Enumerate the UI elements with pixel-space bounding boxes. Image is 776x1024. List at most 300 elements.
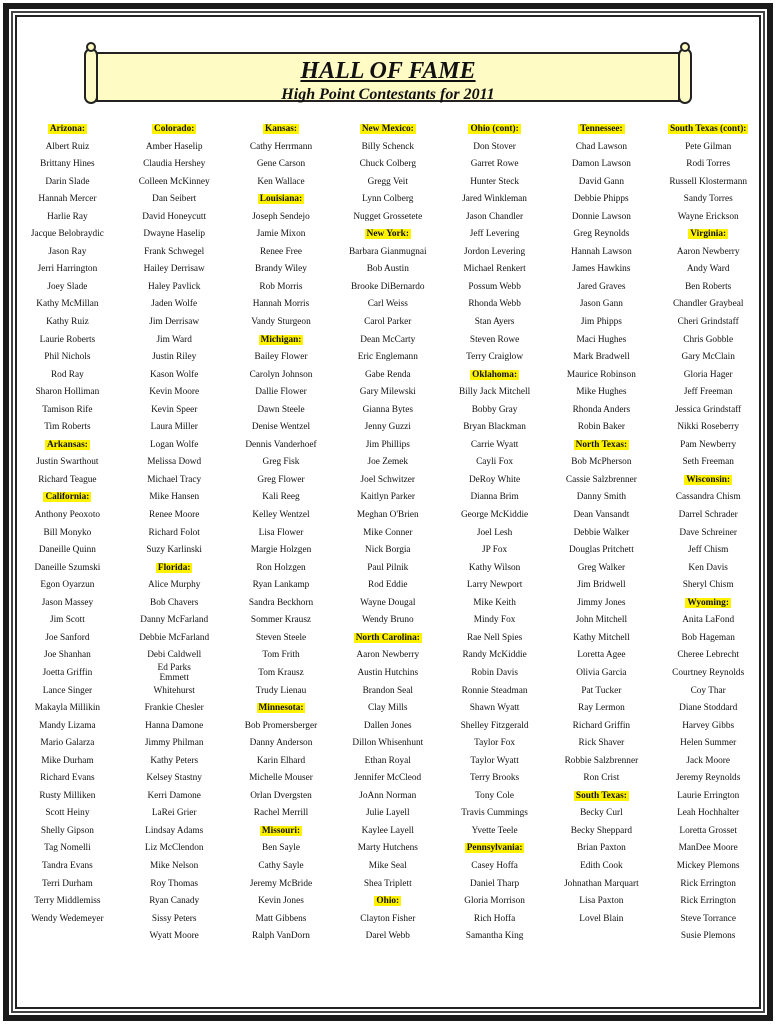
state-heading bbox=[684, 472, 732, 490]
contestant-name: Larry Newport bbox=[466, 580, 523, 591]
contestant-name: Pam Newberry bbox=[680, 439, 737, 450]
contestant-name: George McKiddie bbox=[460, 510, 529, 521]
contestant-name: Rachel Merrill bbox=[253, 808, 309, 819]
contestant-name: Michael Tracy bbox=[147, 474, 202, 485]
contestant-name: Jamie Mixon bbox=[256, 229, 306, 240]
contestant-name: Jim Phipps bbox=[580, 317, 622, 328]
contestant-name: Egon Oyarzun bbox=[40, 580, 95, 591]
contestant-name: Hannah Morris bbox=[252, 299, 310, 310]
contestant-name: Barbara Gianmugnai bbox=[348, 246, 427, 257]
contestant-name: Brittany Hines bbox=[40, 159, 95, 170]
contestant-name: Rod Ray bbox=[50, 369, 84, 380]
contestant-name: Aaron Newberry bbox=[356, 650, 420, 661]
contestant-name: Jack Moore bbox=[686, 755, 730, 766]
contestant-name: Haley Pavlick bbox=[147, 281, 201, 292]
column-3 bbox=[228, 121, 335, 946]
contestant-name: Ben Sayle bbox=[262, 843, 300, 854]
contestant-name: Dan Seibert bbox=[152, 194, 197, 205]
contestant-name: Darin Slade bbox=[45, 176, 90, 187]
contestant-name: Dianna Brim bbox=[470, 492, 519, 503]
contestant-name: Daneille Szumski bbox=[34, 562, 101, 573]
contestant-name: Ethan Royal bbox=[364, 755, 411, 766]
contestant-name: Jimmy Jones bbox=[577, 597, 626, 608]
contestant-name: Laurie Roberts bbox=[39, 334, 96, 345]
contestant-name: Cayli Fox bbox=[476, 457, 514, 468]
contestant-name: Seth Freeman bbox=[682, 457, 734, 468]
contestant-name: Joe Shanhan bbox=[44, 650, 91, 661]
contestant-name: Bob Hageman bbox=[681, 632, 735, 643]
contestant-name: Shea Triplett bbox=[363, 878, 412, 889]
state-heading-label: Colorado: bbox=[154, 124, 195, 134]
contestant-name: Leah Hochhalter bbox=[677, 808, 740, 819]
contestant-name: Cathy Sayle bbox=[258, 860, 304, 871]
contestant-name: Mike Keith bbox=[473, 597, 516, 608]
contestant-name: Mike Durham bbox=[41, 755, 94, 766]
contestant-name: Gabe Renda bbox=[364, 369, 411, 380]
contestant-name: Lovel Blain bbox=[579, 913, 624, 924]
title-banner bbox=[84, 46, 692, 106]
contestant-name: Michael Renkert bbox=[463, 264, 526, 275]
contestant-name: Joel Schwitzer bbox=[360, 474, 416, 485]
state-heading bbox=[374, 893, 401, 911]
contestant-name: Wayne Dougal bbox=[360, 597, 416, 608]
contestant-name: Chris Gobble bbox=[683, 334, 734, 345]
contestant-name: Matt Gibbens bbox=[255, 913, 307, 924]
contestant-name-line: Ed Parks bbox=[157, 663, 191, 674]
contestant-name: Garret Rowe bbox=[470, 159, 519, 170]
column-6 bbox=[548, 121, 655, 946]
contestant-name: Travis Cummings bbox=[461, 808, 528, 819]
contestant-name: Coy Thar bbox=[690, 685, 726, 696]
state-heading-label: New Mexico: bbox=[361, 124, 414, 134]
contestant-name: Meghan O'Brien bbox=[356, 510, 419, 521]
column-5 bbox=[441, 121, 548, 946]
contestant-name: Maci Hughes bbox=[576, 334, 627, 345]
contestant-name: Cassandra Chism bbox=[675, 492, 741, 503]
contestant-name: Terry Middlemiss bbox=[34, 896, 101, 907]
contestant-name: Suzy Karlinski bbox=[146, 545, 202, 556]
state-heading-label: South Texas: bbox=[575, 790, 627, 801]
contestant-name: Steven Rowe bbox=[469, 334, 520, 345]
contestant-name: Possum Webb bbox=[468, 281, 521, 292]
contestant-name: Clay Mills bbox=[368, 703, 408, 714]
contestant-name: Joe Sanford bbox=[45, 632, 90, 643]
contestant-name: Jeremy McBride bbox=[249, 878, 313, 889]
contestant-name: Jeff Freeman bbox=[683, 387, 733, 398]
state-heading bbox=[156, 560, 193, 578]
contestant-name: Austin Hutchins bbox=[357, 667, 419, 678]
contestant-name: Lynn Colberg bbox=[362, 194, 414, 205]
contestant-name: Kelsey Stastny bbox=[146, 773, 202, 784]
state-heading-label: Louisiana: bbox=[259, 194, 303, 205]
contestant-name: Mike Nelson bbox=[150, 860, 199, 871]
contestant-name: Rick Shaver bbox=[578, 738, 625, 749]
contestant-name: Vandy Sturgeon bbox=[251, 317, 311, 328]
contestant-name: Alice Murphy bbox=[147, 580, 201, 591]
contestant-name: Jim Phillips bbox=[365, 439, 410, 450]
contestant-name: Maurice Robinson bbox=[566, 369, 636, 380]
state-heading bbox=[465, 840, 525, 858]
contestant-name: Phil Nichols bbox=[44, 352, 91, 363]
contestant-name: Sandra Beckhorn bbox=[248, 597, 314, 608]
contestant-name: Tandra Evans bbox=[42, 860, 93, 871]
state-heading-label: Florida: bbox=[157, 562, 191, 573]
state-heading-label: Kansas: bbox=[264, 124, 297, 134]
contestant-name: Dillon Whisenhunt bbox=[352, 738, 424, 749]
contestant-name: Logan Wolfe bbox=[149, 439, 199, 450]
contestant-name: Joetta Griffin bbox=[42, 667, 93, 678]
state-heading-label: Oklahoma: bbox=[472, 369, 518, 380]
contestant-name: Kathy McMillan bbox=[36, 299, 99, 310]
contestant-name: Frank Schwegel bbox=[144, 246, 205, 257]
contestant-name: Carl Weiss bbox=[367, 299, 408, 310]
contestant-name: Jeff Chism bbox=[687, 545, 729, 556]
state-heading bbox=[259, 332, 304, 350]
contestant-name: Brooke DiBernardo bbox=[350, 281, 425, 292]
contestant-name: Shawn Wyatt bbox=[469, 703, 520, 714]
contestant-name: Terry Brooks bbox=[469, 773, 520, 784]
contestant-name: Gary McClain bbox=[681, 352, 735, 363]
contestant-name: Jaden Wolfe bbox=[151, 299, 198, 310]
contestant-name: Helen Summer bbox=[680, 738, 737, 749]
contestant-name: Lisa Flower bbox=[258, 527, 304, 538]
contestant-name: Jerri Harrington bbox=[37, 264, 98, 275]
contestant-name: Brian Paxton bbox=[576, 843, 626, 854]
contestant-name: Mike Seal bbox=[368, 860, 407, 871]
contestant-name: Sissy Peters bbox=[151, 913, 197, 924]
state-heading bbox=[468, 121, 520, 139]
contestant-name: Robin Davis bbox=[471, 667, 518, 678]
contestant-name: Darel Webb bbox=[365, 931, 410, 942]
contestant-name: Darrel Schrader bbox=[678, 510, 738, 521]
contestant-name: Aaron Newberry bbox=[676, 246, 740, 257]
contestant-name: Kaitlyn Parker bbox=[360, 492, 416, 503]
contestant-name: Shelly Gipson bbox=[40, 825, 94, 836]
contestant-name: Dennis Vanderhoef bbox=[245, 439, 317, 450]
page-subtitle: High Point Contestants for 2011 bbox=[281, 86, 495, 103]
contestant-name: Anthony Peoxoto bbox=[34, 510, 101, 521]
contestant-name: Carol Parker bbox=[364, 317, 412, 328]
contestant-name: Brandon Seal bbox=[362, 685, 413, 696]
contestant-name: Shelley Fitzgerald bbox=[460, 720, 529, 731]
contestant-name: Wendy Bruno bbox=[361, 615, 414, 626]
contestant-name: Joseph Sendejo bbox=[252, 211, 310, 222]
state-heading-label: Wisconsin: bbox=[686, 474, 731, 485]
state-heading-label: Tennessee: bbox=[580, 124, 623, 134]
contestant-name: Becky Curl bbox=[580, 808, 623, 819]
contestant-name: Steven Steele bbox=[255, 632, 307, 643]
contestant-name: Ron Holzgen bbox=[256, 562, 306, 573]
state-heading bbox=[152, 121, 196, 139]
contestant-name: Gary Milewski bbox=[359, 387, 416, 398]
contestant-name: Casey Hoffa bbox=[471, 860, 518, 871]
contestant-name: Bob Promersberger bbox=[244, 720, 318, 731]
contestant-name: Eric Englemann bbox=[357, 352, 418, 363]
contestant-name: Nugget Grossetete bbox=[353, 211, 423, 222]
contestant-name: Debi Caldwell bbox=[147, 650, 202, 661]
contestant-name: Joel Lesh bbox=[476, 527, 513, 538]
contestant-name: Dawn Steele bbox=[257, 404, 305, 415]
scroll-knob-right bbox=[680, 42, 690, 52]
contestant-name: Becky Sheppard bbox=[570, 825, 632, 836]
column-2 bbox=[121, 121, 228, 946]
column-4 bbox=[334, 121, 441, 946]
contestant-name: Lisa Paxton bbox=[579, 896, 624, 907]
contestant-name: Frankie Chesler bbox=[144, 703, 204, 714]
contestant-name: Rick Errington bbox=[680, 896, 736, 907]
contestant-name: LaRei Grier bbox=[151, 808, 197, 819]
contestant-name: Justin Swarthout bbox=[36, 457, 99, 468]
contestant-name: Wayne Erickson bbox=[677, 211, 739, 222]
contestant-name: Greg Fisk bbox=[262, 457, 300, 468]
contestant-name: Kevin Jones bbox=[258, 896, 304, 907]
contestant-name: Gloria Morrison bbox=[464, 896, 525, 907]
column-7 bbox=[655, 121, 762, 946]
contestant-name: Jimmy Philman bbox=[144, 738, 204, 749]
contestant-name: Marty Hutchens bbox=[357, 843, 418, 854]
contestant-name: Mike Hansen bbox=[149, 492, 200, 503]
contestant-name: Douglas Pritchett bbox=[568, 545, 634, 556]
contestant-name: Jim Scott bbox=[49, 615, 85, 626]
state-heading bbox=[685, 595, 731, 613]
contestant-name: Jacque Belobraydic bbox=[30, 229, 104, 240]
contestant-name: Dallen Jones bbox=[363, 720, 412, 731]
contestant-name: Jared Winkleman bbox=[462, 194, 527, 205]
contestant-name: Jason Massey bbox=[41, 597, 94, 608]
scroll-body bbox=[96, 52, 680, 102]
contestant-name: Andy Ward bbox=[686, 264, 730, 275]
contestant-name: Dean Vansandt bbox=[573, 510, 630, 521]
contestant-name: Mark Bradwell bbox=[573, 352, 630, 363]
contestant-name: ManDee Moore bbox=[678, 843, 738, 854]
contestant-name: Donnie Lawson bbox=[571, 211, 631, 222]
contestant-name: Makayla Millikin bbox=[34, 703, 101, 714]
contestant-name: Taylor Fox bbox=[474, 738, 516, 749]
contestant-name: Susie Plemons bbox=[680, 931, 736, 942]
contestant-name: Edith Cook bbox=[580, 860, 623, 871]
contestant-name: JoAnn Norman bbox=[359, 790, 417, 801]
contestant-name: Tim Roberts bbox=[44, 422, 91, 433]
contestant-name: Justin Riley bbox=[152, 352, 197, 363]
contestant-name: Rae Nell Spies bbox=[466, 632, 523, 643]
contestant-name: Billy Jack Mitchell bbox=[458, 387, 531, 398]
state-heading bbox=[48, 121, 87, 139]
contestant-name: Greg Reynolds bbox=[573, 229, 630, 240]
contestant-name: David Gann bbox=[578, 176, 624, 187]
contestant-name: Kerri Damone bbox=[147, 790, 201, 801]
contestant-name: Mandy Lizama bbox=[39, 720, 96, 731]
contestant-name: Ray Lermon bbox=[578, 703, 625, 714]
state-heading-label: Pennsylvania: bbox=[466, 843, 523, 854]
contestant-name: Jason Ray bbox=[48, 246, 87, 257]
contestant-name: Joe Zemek bbox=[367, 457, 409, 468]
state-heading-label: Arizona: bbox=[49, 124, 85, 134]
contestant-name: Orlan Dvergsten bbox=[250, 790, 312, 801]
contestant-name: Gene Carson bbox=[256, 159, 306, 170]
page-title: HALL OF FAME bbox=[300, 58, 476, 84]
contestant-name: Dwayne Haselip bbox=[143, 229, 206, 240]
contestant-name: Dave Schreiner bbox=[679, 527, 737, 538]
contestant-name: Rhonda Webb bbox=[468, 299, 521, 310]
contestant-name: Johnathan Marquart bbox=[564, 878, 639, 889]
contestant-name: Bailey Flower bbox=[254, 352, 308, 363]
contestant-name: Mike Hughes bbox=[576, 387, 627, 398]
contestant-name: Taylor Wyatt bbox=[470, 755, 519, 766]
contestant-name: Danny Anderson bbox=[249, 738, 313, 749]
contestant-name: Jessica Grindstaff bbox=[675, 404, 742, 415]
contestant-name: Chad Lawson bbox=[575, 141, 628, 152]
contestant-name: Bob Austin bbox=[366, 264, 409, 275]
contestant-name: Claudia Hershey bbox=[143, 159, 206, 170]
state-heading bbox=[574, 437, 629, 455]
contestant-name: Jennifer McCleod bbox=[354, 773, 422, 784]
contestant-name: Jim Ward bbox=[156, 334, 192, 345]
contestant-name: Rob Morris bbox=[259, 281, 303, 292]
contestant-name: Hanna Damone bbox=[145, 720, 204, 731]
contestant-name: Roy Thomas bbox=[150, 878, 198, 889]
contestant-name: Mickey Plemons bbox=[676, 860, 740, 871]
state-heading bbox=[45, 437, 90, 455]
contestant-name: Jim Derrisaw bbox=[149, 317, 200, 328]
contestant-name: Jason Gann bbox=[579, 299, 623, 310]
contestant-name: Kathy Ruiz bbox=[46, 317, 89, 328]
contestant-name: Jim Bridwell bbox=[577, 580, 626, 591]
contestant-name: Wyatt Moore bbox=[149, 931, 199, 942]
state-heading-label: South Texas (cont): bbox=[669, 124, 747, 134]
contestant-name: Mike Conner bbox=[363, 527, 413, 538]
contestant-name: Greg Flower bbox=[257, 474, 305, 485]
contestant-name: Rick Errington bbox=[680, 878, 736, 889]
contestant-name: Mario Galarza bbox=[40, 738, 95, 749]
contestant-name: Rich Hoffa bbox=[473, 913, 516, 924]
contestant-name: Kali Reeg bbox=[262, 492, 300, 503]
contestant-name: Sandy Torres bbox=[683, 194, 733, 205]
state-heading bbox=[43, 489, 91, 507]
contestant-name: Samantha King bbox=[465, 931, 524, 942]
contestant-name: Richard Teague bbox=[38, 474, 97, 485]
contestant-name: Sheryl Chism bbox=[682, 580, 734, 591]
contestant-name: Harlie Ray bbox=[47, 211, 88, 222]
contestant-name: Ronnie Steadman bbox=[461, 685, 528, 696]
state-heading bbox=[260, 823, 302, 841]
contestant-name: Debbie McFarland bbox=[139, 632, 210, 643]
contestant-name: Robbie Salzbrenner bbox=[564, 755, 639, 766]
contestant-name: Clayton Fisher bbox=[360, 913, 416, 924]
contestant-name: Carrie Wyatt bbox=[470, 439, 519, 450]
state-heading-label: Minnesota: bbox=[258, 703, 304, 714]
contestant-name: Don Stover bbox=[473, 141, 516, 152]
contestant-name: Michelle Mouser bbox=[249, 773, 313, 784]
contestant-name: Pat Tucker bbox=[581, 685, 622, 696]
state-heading bbox=[258, 191, 304, 209]
contestant-name: Cassie Salzbrenner bbox=[565, 474, 637, 485]
contestant-name: Daneille Quinn bbox=[38, 545, 96, 556]
contestant-name: Tom Krausz bbox=[258, 667, 304, 678]
contestant-name: Steve Torrance bbox=[680, 913, 737, 924]
contestant-name: Carolyn Johnson bbox=[249, 369, 313, 380]
contestant-name: Kason Wolfe bbox=[149, 369, 199, 380]
contestant-name: Jeff Levering bbox=[469, 229, 520, 240]
contestant-name: Jordon Levering bbox=[463, 246, 526, 257]
contestant-name: Ryan Canady bbox=[149, 896, 200, 907]
contestant-name: Nick Borgia bbox=[365, 545, 411, 556]
contestant-name: Whitehurst bbox=[153, 685, 195, 696]
state-heading bbox=[574, 788, 629, 806]
state-heading-label: Ohio (cont): bbox=[470, 124, 519, 134]
contestant-name: Robin Baker bbox=[577, 422, 626, 433]
contestant-name: Renee Free bbox=[259, 246, 303, 257]
contestant-name: Bob McPherson bbox=[571, 457, 632, 468]
contestant-name: Bryan Blackman bbox=[463, 422, 526, 433]
contestant-name: Lindsay Adams bbox=[145, 825, 204, 836]
contestant-name: Liz McClendon bbox=[144, 843, 204, 854]
contestant-name: Jared Graves bbox=[577, 281, 626, 292]
contestant-name: Trudy Lienau bbox=[255, 685, 307, 696]
contestant-name: Cathy Herrmann bbox=[249, 141, 313, 152]
contestant-name: Gregg Veit bbox=[367, 176, 408, 187]
state-heading-label: Wyoming: bbox=[687, 597, 729, 608]
contestant-name: Ralph VanDorn bbox=[252, 931, 310, 942]
scroll-roll-right bbox=[678, 48, 692, 104]
state-heading-label: Missouri: bbox=[261, 825, 301, 836]
contestant-name: Laurie Errington bbox=[677, 790, 740, 801]
contestant-name: Richard Evans bbox=[40, 773, 95, 784]
state-heading-label: Michigan: bbox=[260, 334, 302, 345]
state-heading-label: North Carolina: bbox=[355, 632, 420, 643]
contestant-name: Dean McCarty bbox=[360, 334, 416, 345]
contestant-name: Ron Crist bbox=[583, 773, 620, 784]
contestant-name: Jeremy Reynolds bbox=[676, 773, 741, 784]
contestant-name: Richard Griffin bbox=[572, 720, 631, 731]
contestant-name: Harvey Gibbs bbox=[682, 720, 735, 731]
contestant-name: Nikki Roseberry bbox=[677, 422, 740, 433]
contestant-name: Terry Craiglow bbox=[466, 352, 524, 363]
contestant-name: Lance Singer bbox=[42, 685, 93, 696]
contestant-name: Cheri Grindstaff bbox=[677, 317, 739, 328]
state-heading bbox=[470, 367, 519, 385]
state-heading bbox=[257, 700, 306, 718]
contestant-name: DeRoy White bbox=[468, 474, 521, 485]
contestant-name: Amber Haselip bbox=[145, 141, 203, 152]
contestant-name: Loretta Agee bbox=[577, 650, 626, 661]
contestant-name: Gloria Hager bbox=[683, 369, 733, 380]
contestant-name: Kelley Wentzel bbox=[252, 510, 310, 521]
contestant-name: Tom Frith bbox=[262, 650, 300, 661]
contestant-name: Margie Holzgen bbox=[250, 545, 312, 556]
contestant-name: James Hawkins bbox=[572, 264, 631, 275]
contestant-name: Richard Folot bbox=[148, 527, 200, 538]
state-heading-label: Virginia: bbox=[690, 229, 727, 240]
state-heading bbox=[688, 226, 728, 244]
contestant-name: Dallie Flower bbox=[255, 387, 307, 398]
contestant-name: Albert Ruiz bbox=[45, 141, 90, 152]
state-heading-label: Arkansas: bbox=[46, 439, 88, 450]
contestant-name: Olivia Garcia bbox=[576, 667, 627, 678]
contestant-name: Terri Durham bbox=[42, 878, 93, 889]
state-heading bbox=[578, 121, 625, 139]
state-heading bbox=[360, 121, 416, 139]
contestant-name: Laura Miller bbox=[150, 422, 198, 433]
state-heading bbox=[365, 226, 411, 244]
contestant-name: Rhonda Anders bbox=[572, 404, 631, 415]
contestant-name: Diane Stoddard bbox=[679, 703, 738, 714]
contestant-name: Chuck Colberg bbox=[359, 159, 416, 170]
contestant-name: John Mitchell bbox=[575, 615, 628, 626]
contestant-name: Daniel Tharp bbox=[470, 878, 520, 889]
contestant-name: Hunter Steck bbox=[470, 176, 519, 187]
contestant-name: Ben Roberts bbox=[685, 281, 732, 292]
contestant-name: Ken Wallace bbox=[257, 176, 305, 187]
